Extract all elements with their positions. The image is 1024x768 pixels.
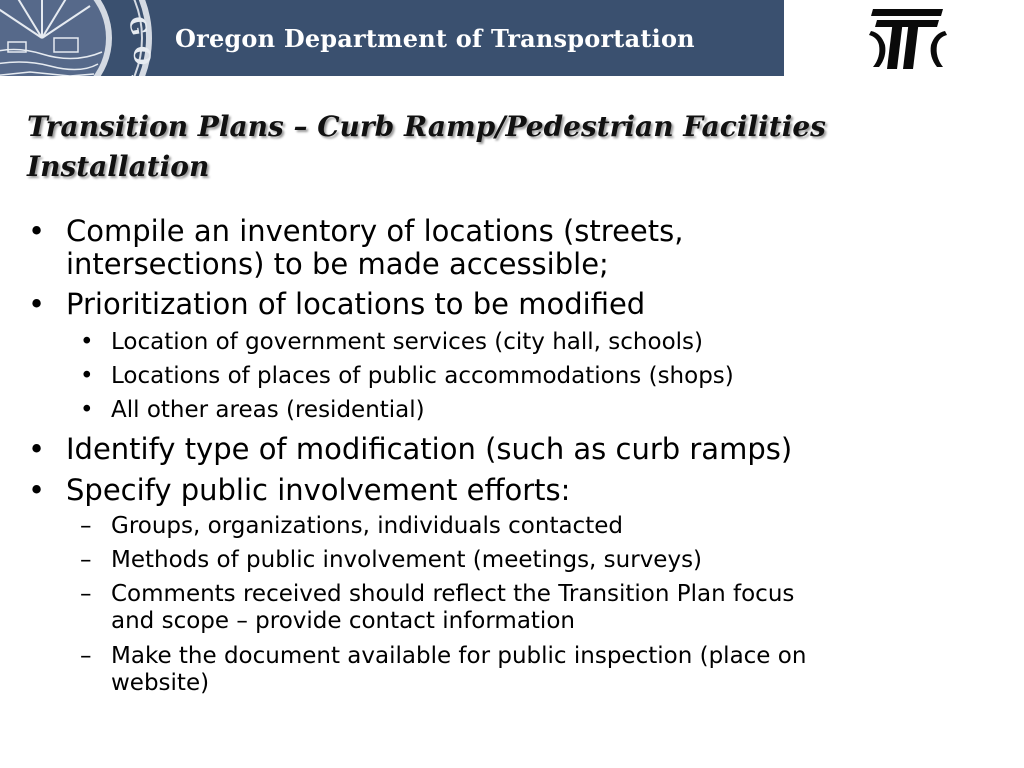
sub-bullet-marker: – (80, 581, 92, 607)
sub-bullet-line: and scope – provide contact information (111, 608, 575, 634)
bullet-text: Specify public involvement efforts: (66, 473, 571, 507)
sub-bullet-marker: – (80, 547, 92, 573)
sub-bullet-marker: • (80, 363, 94, 389)
sub-bullet-marker: • (80, 329, 94, 355)
bullet-line: intersections) to be made accessible; (66, 247, 609, 281)
svg-text:G: G (123, 14, 152, 38)
sub-bullet-marker: – (80, 513, 92, 539)
bullet-text: Identify type of modification (such as curb ramps) (66, 432, 793, 466)
sub-bullet-text: Locations of places of public accommodations (shops) (111, 363, 734, 389)
sub-bullet-marker: – (80, 643, 92, 669)
sub-bullet-text: Location of government services (city hall, schools) (111, 329, 703, 355)
bullet-marker: • (28, 473, 46, 507)
sub-bullet-line: Comments received should reflect the Transition Plan focus (111, 581, 795, 607)
svg-text:N: N (122, 72, 152, 98)
svg-text:O: O (128, 46, 154, 66)
bullet-line: Compile an inventory of locations (streets, (66, 214, 684, 248)
bullet-marker: • (28, 214, 46, 248)
bullet-text (66, 215, 683, 281)
slide-title-line1: Transition Plans – Curb Ramp/Pedestrian Facilities (27, 110, 826, 143)
agency-name: Oregon Department of Transportation (175, 24, 695, 53)
sub-bullet-text: All other areas (residential) (111, 397, 425, 423)
sub-bullet-marker: • (80, 397, 94, 423)
bullet-marker: • (28, 432, 46, 466)
sub-bullet-text (111, 581, 794, 635)
slide-title-line2: Installation (27, 150, 210, 183)
sub-bullet-text: Groups, organizations, individuals contacted (111, 513, 623, 539)
sub-bullet-line: website) (111, 670, 210, 696)
sub-bullet-text (111, 643, 806, 697)
sub-bullet-line: Make the document available for public inspection (place on (111, 643, 807, 669)
bullet-text: Prioritization of locations to be modified (66, 287, 646, 321)
sub-bullet-text: Methods of public involvement (meetings, surveys) (111, 547, 703, 573)
bullet-marker: • (28, 287, 46, 321)
